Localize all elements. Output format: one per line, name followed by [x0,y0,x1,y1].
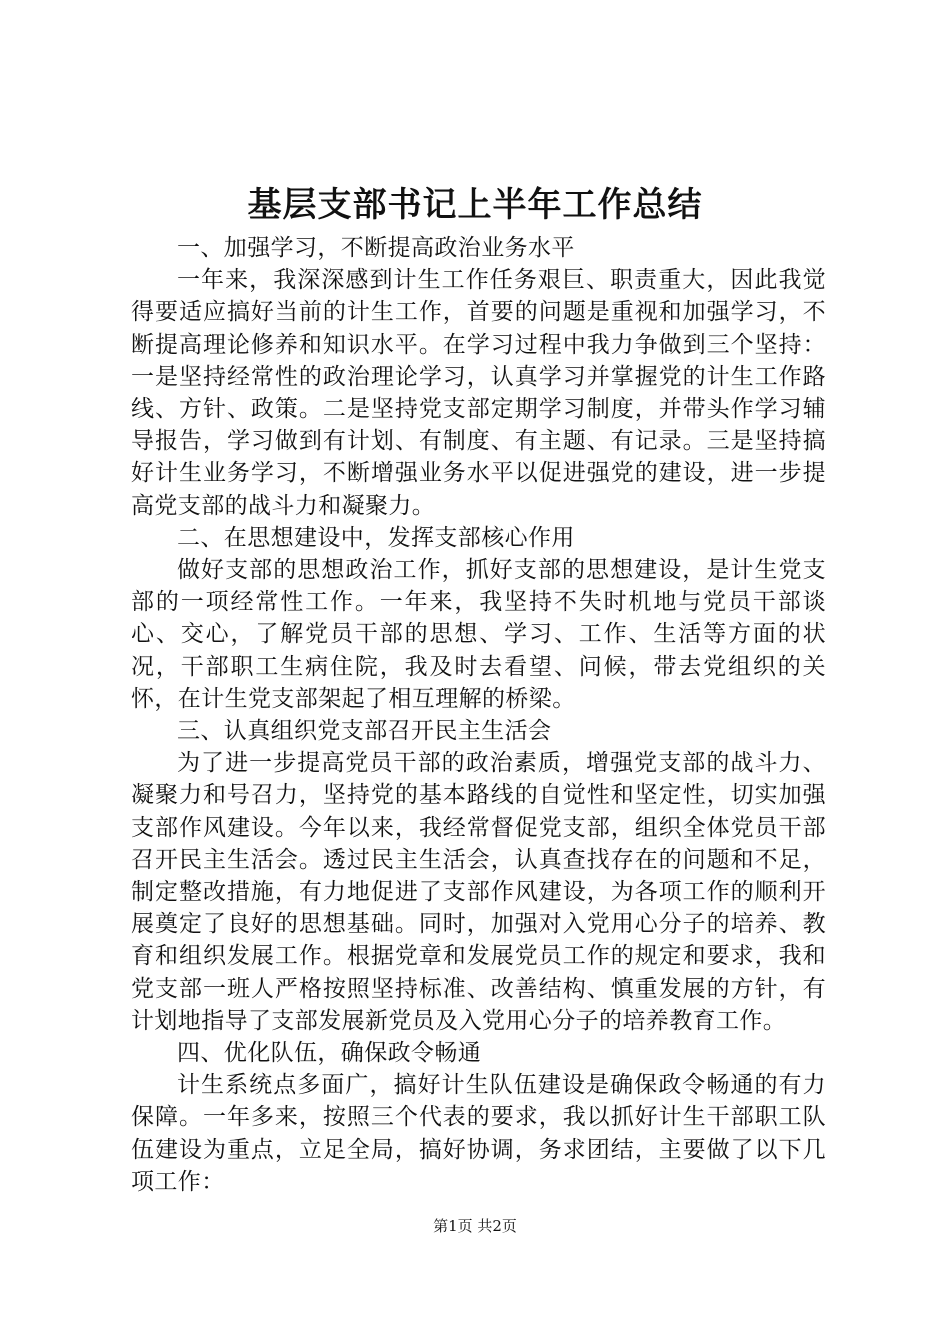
paragraph-4: 计生系统点多面广，搞好计生队伍建设是确保政令畅通的有力保障。一年多来，按照三个代表的要求，我以抓好计生干部职工队伍建设为重点，立足全局，搞好协调，务求团结，主要做了以下几项工作： [131,1072,826,1195]
section-heading-4: 四、优化队伍，确保政令畅通 [177,1040,482,1067]
section-heading-1: 一、加强学习，不断提高政治业务水平 [177,235,575,261]
section-heading-3: 三、认真组织党支部召开民主生活会 [177,718,552,745]
paragraph-2: 做好支部的思想政治工作，抓好支部的思想建设，是计生党支部的一项经常性工作。一年来，我坚持不失时机地与党员干部谈心、交心，了解党员干部的思想、学习、工作、生活等方面的状况，干部职工生病住院，我及时去看望、问候，带去党组织的关怀，在计生党支部架起了相互理解的桥梁。 [131,557,826,712]
document-title: 基层支部书记上半年工作总结 [247,185,703,225]
document-body [131,232,826,1198]
paragraph-3: 为了进一步提高党员干部的政治素质，增强党支部的战斗力、凝聚力和号召力，坚持党的基本路线的自觉性和坚定性，切实加强支部作风建设。今年以来，我经常督促党支部，组织全体党员干部召开民主生活会。透过民主生活会，认真查找存在的问题和不足，制定整改措施，有力地促进了支部作风建设，为各项工作的顺利开展奠定了良好的思想基础。同时，加强对入党用心分子的培养、教育和组织发展工作。根据党章和发展党员工作的规定和要求，我和党支部一班人严格按照坚持标准、改善结构、慎重发展的方针，有计划地指导了支部发展新党员及入党用心分子的培养教育工作。 [131,750,826,1034]
paragraph-1: 一年来，我深深感到计生工作任务艰巨、职责重大，因此我觉得要适应搞好当前的计生工作，首要的问题是重视和加强学习，不断提高理论修养和知识水平。在学习过程中我力争做到三个坚持：一是坚持经常性的政治理论学习，认真学习并掌握党的计生工作路线、方针、政策。二是坚持党支部定期学习制度，并带头作学习辅导报告，学习做到有计划、有制度、有主题、有记录。三是坚持搞好计生业务学习，不断增强业务水平以促进强党的建设，进一步提高党支部的战斗力和凝聚力。 [131,267,826,519]
section-heading-2: 二、在思想建设中，发挥支部核心作用 [177,524,575,551]
page-footer: 第1页 共2页 [433,1217,517,1235]
